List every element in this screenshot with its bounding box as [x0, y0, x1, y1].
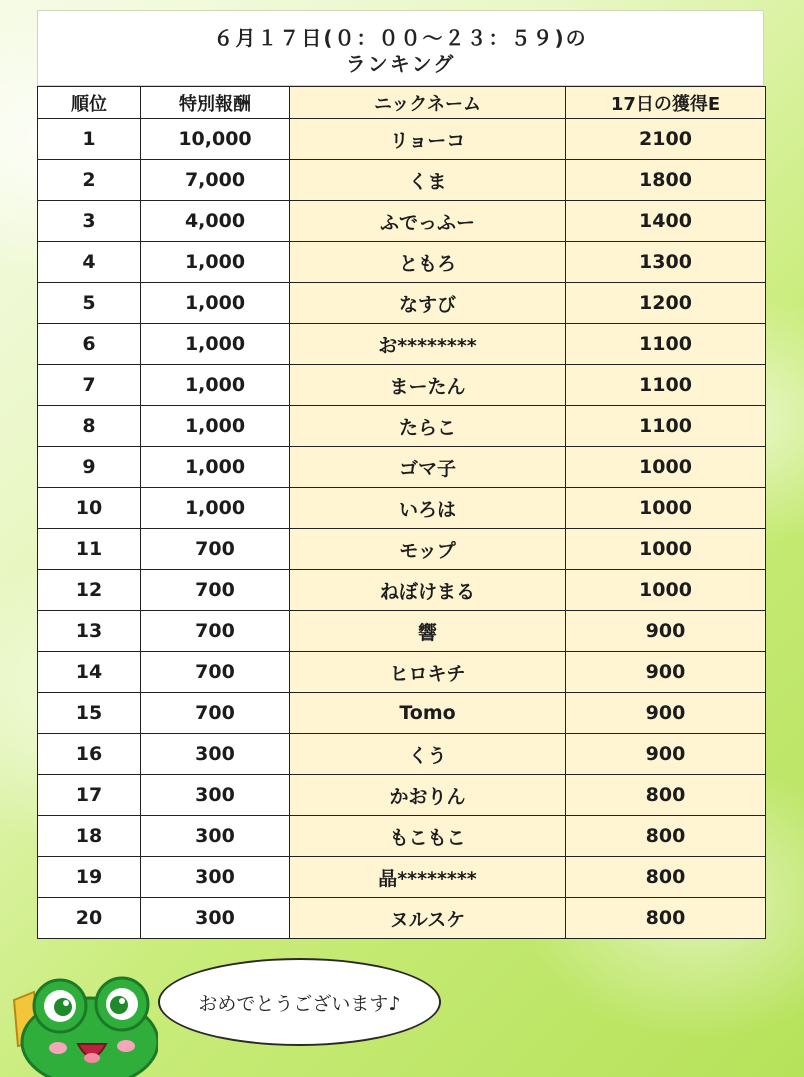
rank-cell: 18: [38, 816, 141, 857]
rank-cell: 10: [38, 488, 141, 529]
table-row: [38, 160, 766, 201]
nickname-cell: お********: [290, 324, 566, 365]
header-points: 17日の獲得E: [566, 87, 766, 119]
rank-cell: 4: [38, 242, 141, 283]
table-row: [38, 201, 766, 242]
table-row: [38, 898, 766, 939]
points-cell: 1000: [566, 447, 766, 488]
rank-cell: 9: [38, 447, 141, 488]
nickname-cell: モップ: [290, 529, 566, 570]
table-row: [38, 775, 766, 816]
points-cell: 1300: [566, 242, 766, 283]
header-nickname: ニックネーム: [290, 87, 566, 119]
table-row: [38, 652, 766, 693]
table-row: [38, 324, 766, 365]
reward-cell: 700: [141, 611, 290, 652]
nickname-cell: ねぼけまる: [290, 570, 566, 611]
reward-cell: 700: [141, 529, 290, 570]
reward-cell: 1,000: [141, 488, 290, 529]
rank-cell: 3: [38, 201, 141, 242]
rank-cell: 20: [38, 898, 141, 939]
reward-cell: 1,000: [141, 324, 290, 365]
points-cell: 1100: [566, 406, 766, 447]
reward-cell: 300: [141, 898, 290, 939]
points-cell: 1400: [566, 201, 766, 242]
points-cell: 1800: [566, 160, 766, 201]
nickname-cell: くう: [290, 734, 566, 775]
table-row: [38, 283, 766, 324]
reward-cell: 700: [141, 693, 290, 734]
points-cell: 900: [566, 693, 766, 734]
reward-cell: 700: [141, 570, 290, 611]
points-cell: 1000: [566, 570, 766, 611]
nickname-cell: もこもこ: [290, 816, 566, 857]
rank-cell: 2: [38, 160, 141, 201]
rank-cell: 19: [38, 857, 141, 898]
table-row: [38, 529, 766, 570]
reward-cell: 1,000: [141, 447, 290, 488]
nickname-cell: リョーコ: [290, 119, 566, 160]
reward-cell: 7,000: [141, 160, 290, 201]
rank-cell: 12: [38, 570, 141, 611]
table-row: [38, 857, 766, 898]
nickname-cell: いろは: [290, 488, 566, 529]
rank-cell: 17: [38, 775, 141, 816]
points-cell: 800: [566, 775, 766, 816]
points-cell: 1100: [566, 324, 766, 365]
speech-text: おめでとうございます♪: [198, 992, 401, 1015]
nickname-cell: ヒロキチ: [290, 652, 566, 693]
nickname-cell: なすび: [290, 283, 566, 324]
rank-cell: 8: [38, 406, 141, 447]
reward-cell: 1,000: [141, 242, 290, 283]
rank-cell: 11: [38, 529, 141, 570]
rank-cell: 7: [38, 365, 141, 406]
table-row: [38, 693, 766, 734]
nickname-cell: まーたん: [290, 365, 566, 406]
table-row: [38, 447, 766, 488]
table-header-row: [38, 87, 766, 119]
points-cell: 1200: [566, 283, 766, 324]
nickname-cell: たらこ: [290, 406, 566, 447]
ranking-title-box: [37, 10, 764, 86]
reward-cell: 300: [141, 857, 290, 898]
table-row: [38, 816, 766, 857]
reward-cell: 1,000: [141, 365, 290, 406]
ranking-table: [37, 86, 766, 939]
reward-cell: 1,000: [141, 283, 290, 324]
nickname-cell: ヌルスケ: [290, 898, 566, 939]
nickname-cell: かおりん: [290, 775, 566, 816]
rank-cell: 15: [38, 693, 141, 734]
rank-cell: 14: [38, 652, 141, 693]
table-row: [38, 488, 766, 529]
points-cell: 900: [566, 652, 766, 693]
frog-mascot-icon: [8, 970, 158, 1077]
title-line-1: ６月１７日(０：００～２３：５９)の: [213, 26, 588, 50]
table-row: [38, 611, 766, 652]
reward-cell: 300: [141, 775, 290, 816]
nickname-cell: ともろ: [290, 242, 566, 283]
points-cell: 800: [566, 816, 766, 857]
reward-cell: 10,000: [141, 119, 290, 160]
rank-cell: 6: [38, 324, 141, 365]
nickname-cell: 晶********: [290, 857, 566, 898]
nickname-cell: 響: [290, 611, 566, 652]
points-cell: 1000: [566, 529, 766, 570]
table-row: [38, 406, 766, 447]
table-row: [38, 119, 766, 160]
table-row: [38, 570, 766, 611]
rank-cell: 16: [38, 734, 141, 775]
header-reward: 特別報酬: [141, 87, 290, 119]
points-cell: 900: [566, 734, 766, 775]
points-cell: 800: [566, 898, 766, 939]
points-cell: 1000: [566, 488, 766, 529]
speech-bubble: [158, 958, 441, 1046]
nickname-cell: くま: [290, 160, 566, 201]
points-cell: 2100: [566, 119, 766, 160]
points-cell: 1100: [566, 365, 766, 406]
nickname-cell: ふでっふー: [290, 201, 566, 242]
table-row: [38, 734, 766, 775]
title-line-2: ランキング: [345, 52, 456, 76]
table-row: [38, 365, 766, 406]
reward-cell: 300: [141, 816, 290, 857]
nickname-cell: Tomo: [290, 693, 566, 734]
table-row: [38, 242, 766, 283]
reward-cell: 4,000: [141, 201, 290, 242]
rank-cell: 13: [38, 611, 141, 652]
points-cell: 900: [566, 611, 766, 652]
rank-cell: 5: [38, 283, 141, 324]
reward-cell: 700: [141, 652, 290, 693]
header-rank: 順位: [38, 87, 141, 119]
nickname-cell: ゴマ子: [290, 447, 566, 488]
reward-cell: 300: [141, 734, 290, 775]
rank-cell: 1: [38, 119, 141, 160]
points-cell: 800: [566, 857, 766, 898]
reward-cell: 1,000: [141, 406, 290, 447]
